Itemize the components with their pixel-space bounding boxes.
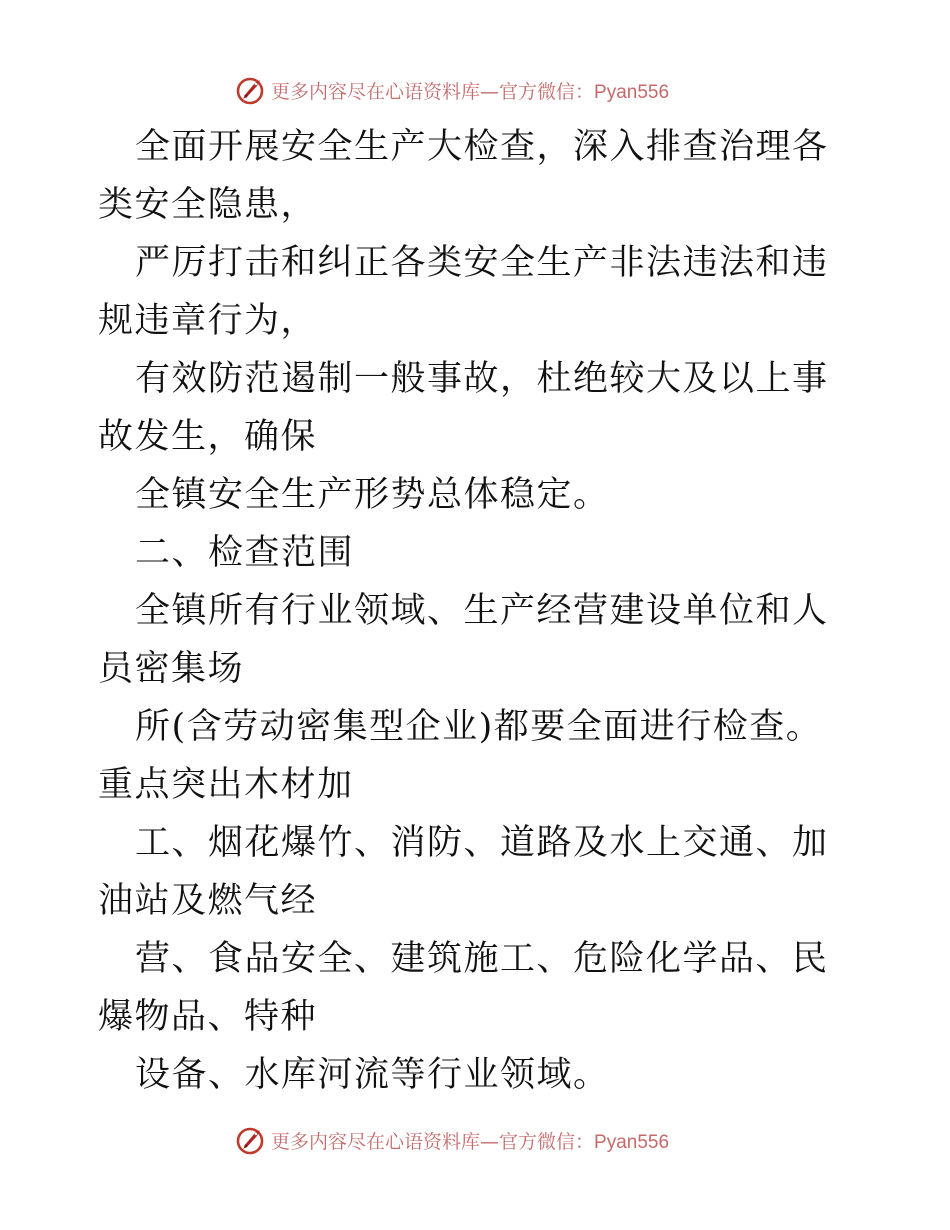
paragraph: 所(含劳动密集型企业)都要全面进行检查。重点突出木材加 bbox=[98, 707, 823, 805]
pen-nib-logo-icon bbox=[235, 74, 267, 106]
paragraph: 有效防范遏制一般事故，杜绝较大及以上事故发生，确保 bbox=[98, 359, 829, 457]
watermark-text: 更多内容尽在心语资料库—官方微信：Pyan556 bbox=[271, 80, 670, 103]
paragraph: 营、食品安全、建筑施工、危险化学品、民爆物品、特种 bbox=[98, 939, 829, 1037]
paragraph: 全镇所有行业领域、生产经营建设单位和人员密集场 bbox=[98, 591, 829, 689]
paragraph: 严厉打击和纠正各类安全生产非法违法和违规违章行为， bbox=[98, 243, 829, 341]
document-body bbox=[98, 118, 854, 1104]
paragraph: 设备、水库河流等行业领域。 bbox=[135, 1055, 610, 1095]
watermark-handle: Pyan556 bbox=[594, 1131, 670, 1153]
watermark-handle: Pyan556 bbox=[594, 81, 670, 103]
watermark-text: 更多内容尽在心语资料库—官方微信：Pyan556 bbox=[271, 1130, 670, 1153]
pen-nib-logo-icon bbox=[235, 1124, 267, 1156]
header-watermark bbox=[235, 72, 669, 108]
paragraph: 全镇安全生产形势总体稳定。 bbox=[135, 475, 610, 515]
paragraph: 工、烟花爆竹、消防、道路及水上交通、加油站及燃气经 bbox=[98, 823, 829, 921]
paragraph: 全面开展安全生产大检查，深入排查治理各类安全隐患， bbox=[98, 127, 829, 225]
section-heading: 二、检查范围 bbox=[135, 533, 355, 573]
footer-watermark bbox=[235, 1122, 669, 1158]
